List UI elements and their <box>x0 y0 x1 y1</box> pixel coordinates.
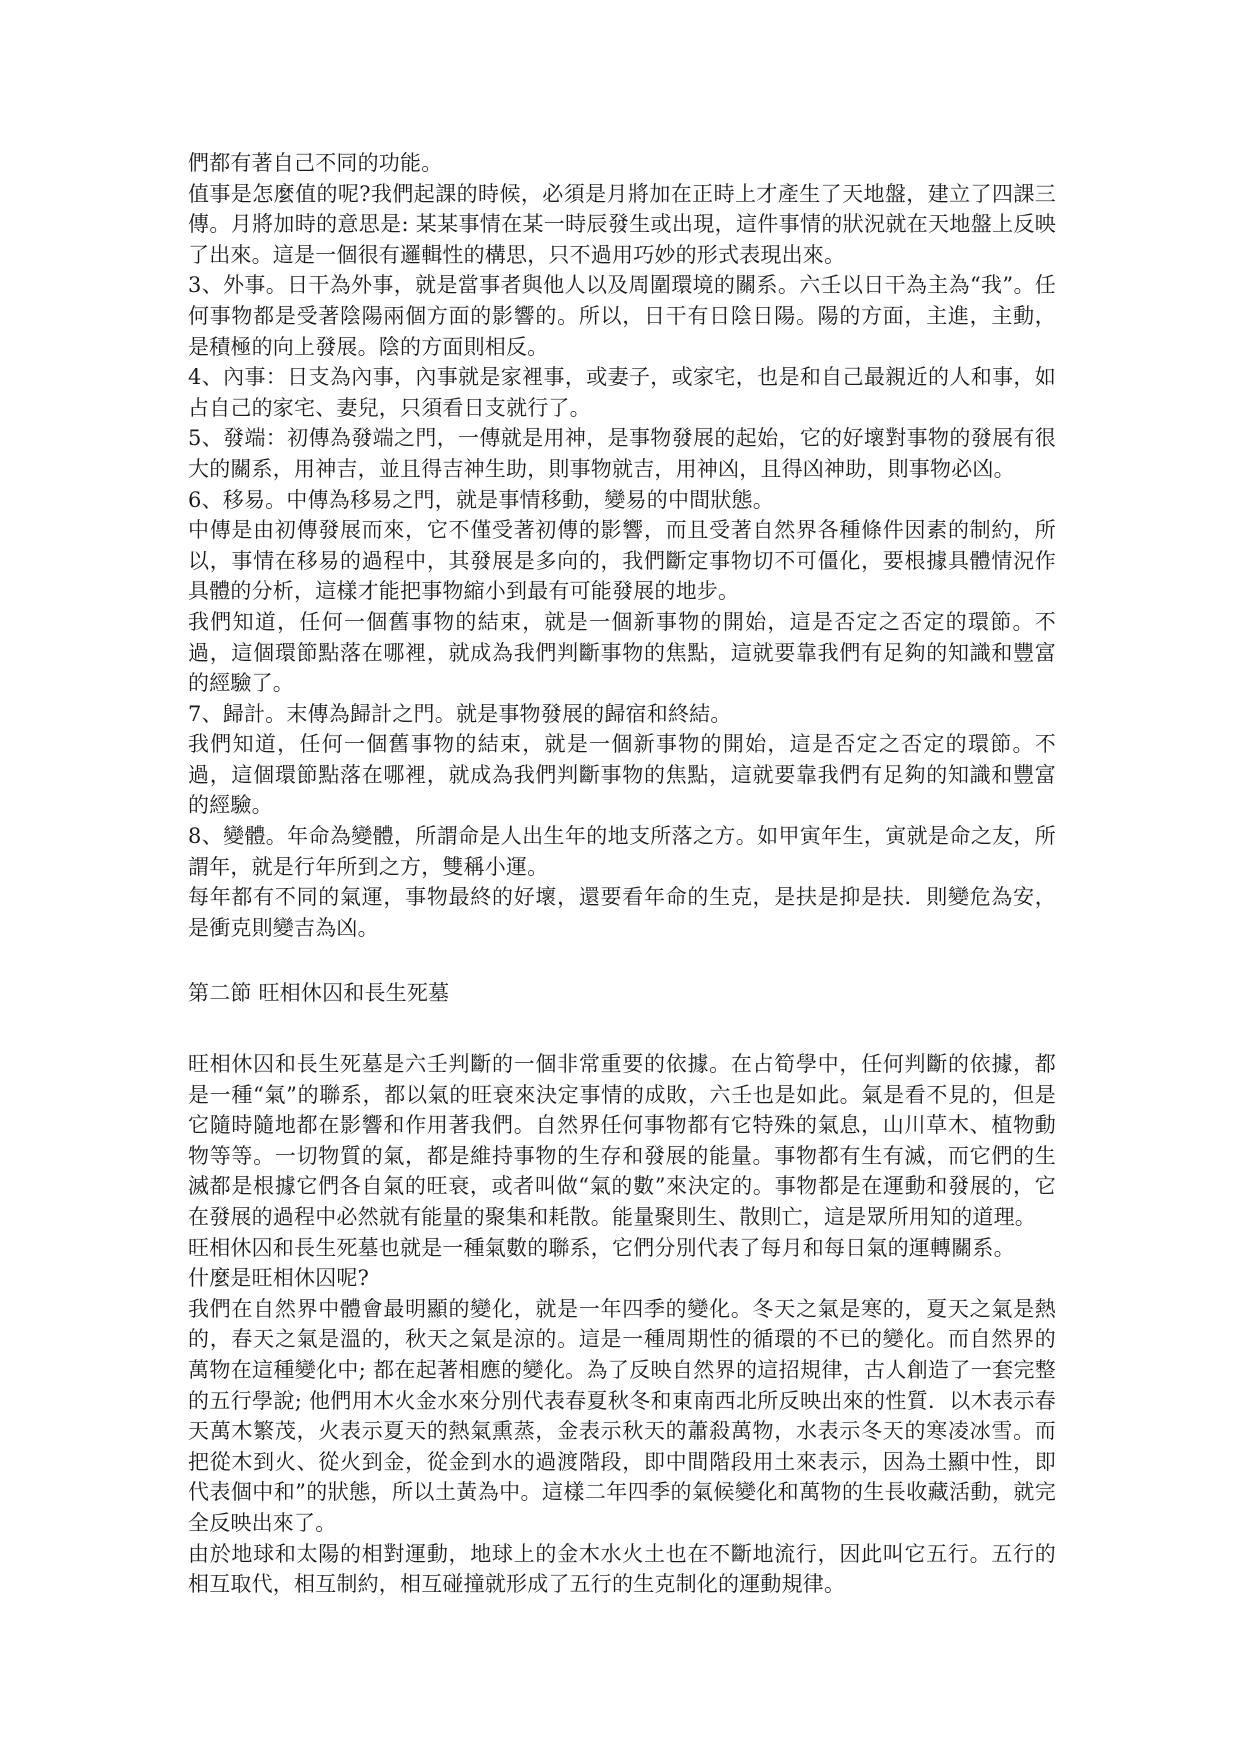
section-heading: 第二節 旺相休囚和長生死墓 <box>188 981 450 1006</box>
document-page <box>188 148 1056 1600</box>
paragraph-wuxing: 由於地球和太陽的相對運動，地球上的金木水火土也在不斷地流行，因此叫它五行。五行的相互取代，相互制約，相互碰撞就形成了五行的生克制化的運動規律。 <box>188 1541 1056 1597</box>
paragraph-seasons: 我們在自然界中體會最明顯的變化，就是一年四季的變化。冬天之氣是寒的，夏天之氣是熱的，春天之氣是溫的，秋天之氣是涼的。這是一種周期性的循環的不已的變化。而自然界的萬物在這種變化中; 都在起著相應的變化。為了反映自然界的這招規律，古人創造了一套完整的五行學說; 他們用木火金水來分別代表春夏秋冬和東南西北所反映出來的性質．以木表示春天萬木繁茂，火表示夏天的熱氣熏蒸，金表示秋天的蕭殺萬物，水表示冬天的寒凌冰雪。而把從木到火、從火到金，從金到水的過渡階段，即中間階段用土來表示，因為土顯中性，即代表個中和”的狀態，所以土黃為中。這樣二年四季的氣候變化和萬物的生長收藏活動，就完全反映出來了。 <box>188 1296 1056 1535</box>
paragraph-bianti: 8、變體。年命為變體，所謂命是人出生年的地支所落之方。如甲寅年生，寅就是命之友，所謂年，就是行年所到之方，雙稱小運。 <box>188 824 1056 879</box>
paragraph-qiyun: 每年都有不同的氣運，事物最終的好壞，還要看年命的生克，是扶是抑是扶．則變危為安，是衝克則變吉為凶。 <box>188 885 1056 940</box>
paragraph-functions: 們都有著自己不同的功能。 <box>188 151 443 175</box>
paragraph-waishi: 3、外事。日干為外事，就是當事者與他人以及周圍環境的關系。六壬以日干為主為“我”。任何事物都是受著陰陽兩個方面的影響的。所以，日干有日陰日陽。陽的方面，主進，主動，是積極的向上發展。陰的方面則相反。 <box>188 273 1056 359</box>
paragraph-zhishi: 值事是怎麼值的呢?我們起課的時候，必須是月將加在正時上才產生了天地盤，建立了四課三傳。月將加時的意思是: 某某事情在某一時辰發生或出現，這件事情的狀況就在天地盤上反映了出來。這是一個很有邏輯性的構思，只不過用巧妙的形式表現出來。 <box>188 181 1056 267</box>
paragraph-new-thing-2: 我們知道，任何一個舊事物的結束，就是一個新事物的開始，這是否定之否定的環節。不過，這個環節點落在哪裡，就成為我們判斷事物的焦點，這就要靠我們有足夠的知識和豐富的經驗。 <box>188 732 1056 818</box>
paragraph-yiyi: 6、移易。中傳為移易之門，就是事情移動，變易的中間狀態。 <box>188 487 774 512</box>
paragraph-faduan: 5、發端：初傳為發端之門，一傳就是用神，是事物發展的起始，它的好壞對事物的發展有很大的關系，用神吉，並且得吉神生助，則事物就吉，用神凶，且得凶神助，則事物必凶。 <box>188 426 1056 481</box>
paragraph-zhongchuan: 中傳是由初傳發展而來，它不僅受著初傳的影響，而且受著自然界各種條件因素的制約，所以，事情在移易的過程中，其發展是多向的，我們斷定事物切不可僵化，要根據具體情況作具體的分析，這樣才能把事物縮小到最有可能發展的地步。 <box>188 518 1056 604</box>
paragraph-question: 什麼是旺相休囚呢? <box>188 1266 370 1291</box>
paragraph-neishi: 4、內事：日支為內事，內事就是家裡事，或妻子，或家宅，也是和自己最親近的人和事，如占自己的家宅、妻兒，只須看日支就行了。 <box>188 365 1056 420</box>
paragraph-qishu: 旺相休囚和長生死墓也就是一種氣數的聯系，它們分別代表了每月和每日氣的運轉關系。 <box>188 1235 1015 1260</box>
paragraph-new-thing-1: 我們知道，任何一個舊事物的結束，就是一個新事物的開始，這是否定之否定的環節。不過，這個環節點落在哪裡，就成為我們判斷事物的焦點，這就要靠我們有足夠的知識和豐富的經驗了。 <box>188 609 1056 696</box>
paragraph-guiji: 7、歸計。末傳為歸計之門。就是事物發展的歸宿和終結。 <box>188 701 732 726</box>
paragraph-wangxiang-intro: 旺相休囚和長生死墓是六壬判斷的一個非常重要的依據。在占筍學中，任何判斷的依據，都是一種“氣”的聯系，都以氣的旺衰來決定事情的成敗，六壬也是如此。氣是看不見的，但是它隨時隨地都在影響和作用著我們。自然界任何事物都有它特殊的氣息，山川草木、植物動物等等。一切物質的氣，都是維持事物的生存和發展的能量。事物都有生有滅，而它們的生滅都是根據它們各自氣的旺衰，或者叫做“氣的數”來決定的。事物都是在運動和發展的，它在發展的過程中必然就有能量的聚集和耗散。能量聚則生、散則亡，這是眾所用知的道理。 <box>188 1052 1056 1229</box>
